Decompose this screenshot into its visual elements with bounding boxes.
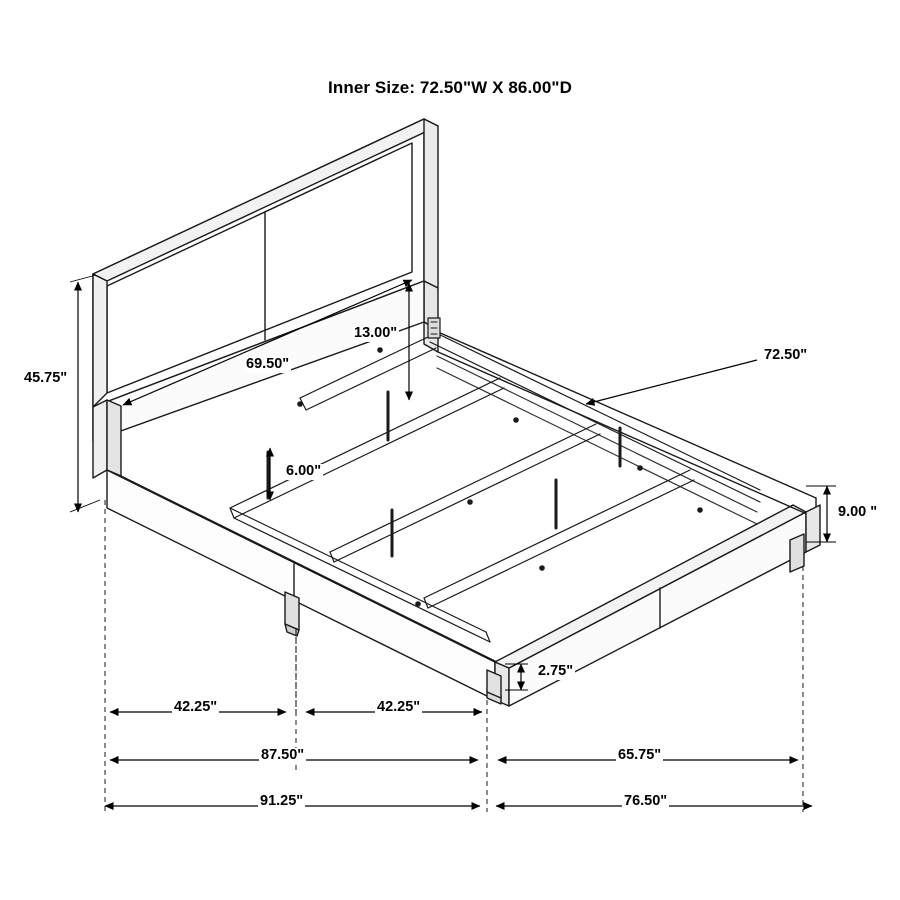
slat-support-system: [230, 318, 760, 678]
dimension-label-foot-leg-height: 2.75": [538, 663, 574, 679]
dimension-label-inner-width: 72.50": [764, 347, 808, 363]
dimension-label-half-width-right: 42.25": [377, 699, 421, 715]
dimension-label-depth-upper-right: 65.75": [618, 747, 662, 763]
dimension-label-slat-support-height: 6.00": [286, 463, 322, 479]
dimension-label-headboard-height: 45.75": [24, 370, 68, 386]
dimension-label-headboard-panel-height: 13.00": [354, 325, 398, 341]
headboard: [93, 119, 438, 478]
dimension-label-half-width-left: 42.25": [174, 699, 218, 715]
page-title: Inner Size: 72.50"W X 86.00"D: [328, 78, 572, 97]
dimension-label-overall-left: 91.25": [260, 793, 304, 809]
dimension-label-overall-right: 76.50": [624, 793, 668, 809]
dimension-label-headboard-panel-width: 69.50": [246, 356, 290, 372]
dimension-label-depth-upper-left: 87.50": [261, 747, 305, 763]
dimension-label-side-rail-height: 9.00 ": [838, 504, 878, 520]
